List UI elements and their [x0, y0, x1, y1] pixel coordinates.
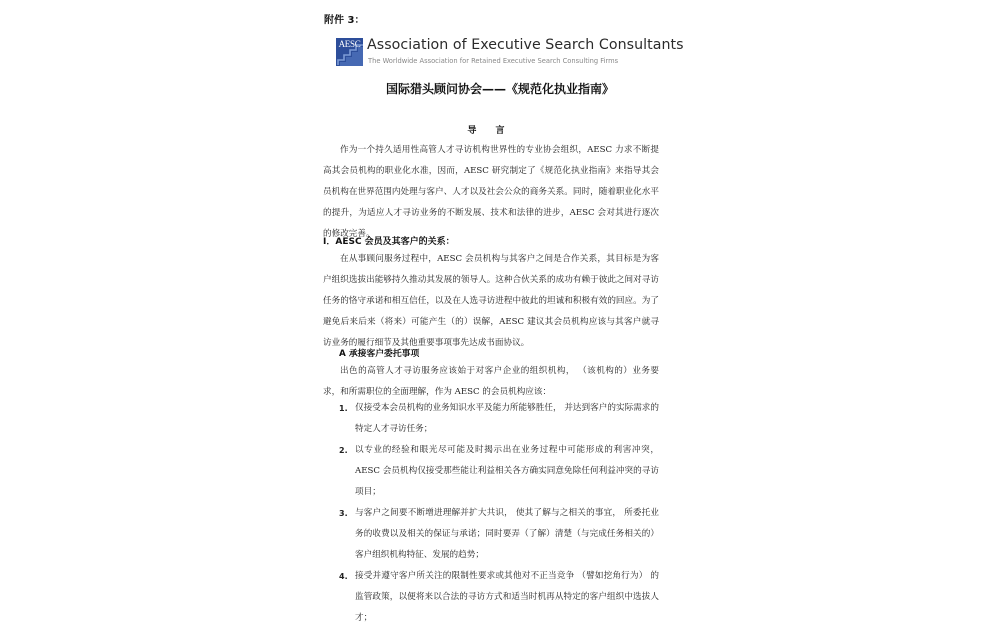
- subsection-a-intro: 出色的高管人才寻访服务应该始于对客户企业的组织机构， （该机构的）业务要求，和所需职位的全面理解，作为 AESC 的会员机构应该：: [323, 366, 659, 397]
- subsection-a-heading: A 承接客户委托事项: [339, 349, 420, 359]
- list-item: [339, 503, 659, 566]
- aesc-logo-mark-icon: [336, 38, 363, 66]
- preface-heading: 导 言: [467, 126, 513, 136]
- list-item-number: 4.: [339, 572, 348, 581]
- attachment-label: 附件 3：: [324, 15, 365, 26]
- aesc-logo: [336, 37, 684, 68]
- section-1-paragraph: 在从事顾问服务过程中，AESC 会员机构与其客户之间是合作关系，其目标是为客户组织选拔出能够持久推动其发展的领导人。这种合伙关系的成功有赖于彼此之间对寻访任务的恪守承诺和相互信任，以及在人选寻访进程中彼此的坦诚和积极有效的回应。为了避免后来后来（将来）可能产生（的）误解，AESC 建议其会员机构应该与其客户就寻访业务的履行细节及其他重要事项事先达成书面协议。: [323, 254, 659, 348]
- list-item-text: 与客户之间要不断增进理解并扩大共识， 使其了解与之相关的事宜， 所委托业务的收费以及相关的保证与承诺；同时要弄（了解）清楚（与完成任务相关的）客户组织机构特征、发展的趋势；: [355, 508, 659, 560]
- list-item-text: 接受并遵守客户所关注的限制性要求或其他对不正当竞争 （譬如挖角行为） 的监管政策，以便将来以合法的寻访方式和适当时机再从特定的客户组织中选拔人才；: [355, 571, 659, 623]
- list-item-number: 3.: [339, 509, 348, 518]
- list-item-text: 仅接受本会员机构的业务知识水平及能力所能够胜任， 并达到客户的实际需求的特定人才寻访任务；: [355, 403, 659, 434]
- list-item-number: 2.: [339, 446, 348, 455]
- subsection-a-list: [339, 398, 659, 629]
- preface-paragraph: 作为一个持久适用性高管人才寻访机构世界性的专业协会组织，AESC 力求不断提高其会员机构的职业化水准，因而，AESC 研究制定了《规范化执业指南》来指导其会员机构在世界范围内处理与客户、人才以及社会公众的商务关系。同时，随着职业化水平的提升，为适应人才寻访业务的不断发展、技术和法律的进步，AESC 会对其进行逐次的修改完善。: [323, 145, 659, 239]
- list-item-text: 以专业的经验和眼光尽可能及时揭示出在业务过程中可能形成的利害冲突，AESC 会员机构仅接受那些能让利益相关各方确实同意免除任何利益冲突的寻访项目；: [355, 445, 659, 497]
- list-item-number: 1.: [339, 404, 348, 413]
- logo-tagline: The Worldwide Association for Retained Executive Search Consulting Firms: [368, 57, 619, 65]
- section-1-heading: I．AESC 会员及其客户的关系：: [323, 237, 455, 247]
- logo-org-name: Association of Executive Search Consultants: [367, 37, 684, 53]
- list-item: [339, 398, 659, 440]
- logo-abbr: AESC: [338, 39, 361, 49]
- list-item: [339, 566, 659, 629]
- document-title: 国际猎头顾问协会——《规范化执业指南》: [385, 82, 614, 96]
- list-item: [339, 440, 659, 503]
